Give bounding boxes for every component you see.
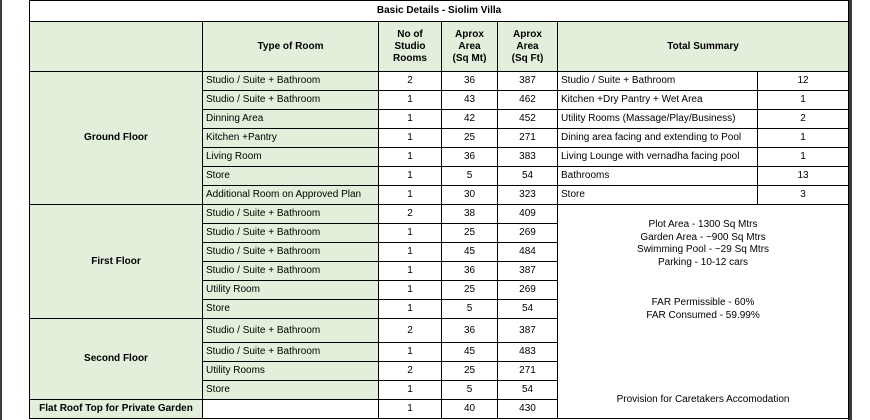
area-sq-mt-cell: 5: [442, 381, 498, 400]
summary-value-cell: 1: [758, 91, 849, 110]
area-sq-mt-cell: 38: [442, 205, 498, 224]
header-area-sq-ft-line: Area: [516, 40, 539, 52]
area-sq-ft-cell: 323: [498, 186, 558, 205]
header-total-summary: Total Summary: [558, 22, 849, 72]
header-area-sq-mt-line: Aprox: [455, 28, 484, 40]
header-area-sq-ft-line: (Sq Ft): [511, 52, 544, 64]
summary-label-cell: Dining area facing and extending to Pool: [558, 129, 758, 148]
area-sq-mt-cell: 30: [442, 186, 498, 205]
note-line: Swimming Pool - ~29 Sq Mtrs: [637, 244, 770, 255]
studio-rooms-cell: 1: [379, 343, 442, 362]
area-sq-mt-cell: 25: [442, 281, 498, 300]
area-sq-ft-cell: 387: [498, 319, 558, 343]
room-type-cell: Studio / Suite + Bathroom: [203, 262, 379, 281]
room-type-cell: Studio / Suite + Bathroom: [203, 343, 379, 362]
header-studio-rooms-line: No of: [397, 28, 423, 40]
studio-rooms-cell: 1: [379, 167, 442, 186]
summary-label-cell: Studio / Suite + Bathroom: [558, 72, 758, 91]
area-sq-ft-cell: 484: [498, 243, 558, 262]
note-line: FAR Consumed - 59.99%: [646, 309, 760, 321]
studio-rooms-cell: 2: [379, 362, 442, 381]
caretaker-note: [558, 394, 848, 407]
site-area-notes: [558, 219, 848, 269]
note-line: Garden Area - ~900 Sq Mtrs: [640, 231, 766, 243]
room-type-cell: Studio / Suite + Bathroom: [203, 243, 379, 262]
room-type-cell: [203, 400, 379, 419]
header-studio-rooms: [379, 22, 442, 72]
floor-label-ground: Ground Floor: [30, 72, 203, 205]
studio-rooms-cell: 1: [379, 129, 442, 148]
floor-header-cell: [30, 22, 203, 72]
room-type-cell: Kitchen +Pantry: [203, 129, 379, 148]
area-sq-mt-cell: 43: [442, 91, 498, 110]
room-type-cell: Studio / Suite + Bathroom: [203, 91, 379, 110]
summary-label-cell: Bathrooms: [558, 167, 758, 186]
note-line: FAR Permissible - 60%: [651, 297, 755, 308]
studio-rooms-cell: 1: [379, 281, 442, 300]
area-sq-mt-cell: 45: [442, 343, 498, 362]
header-area-sq-mt: [442, 22, 498, 72]
note-line: Provision for Caretakers Accomodation: [616, 394, 790, 405]
summary-label-cell: Living Lounge with vernadha facing pool: [558, 148, 758, 167]
area-sq-mt-cell: 25: [442, 129, 498, 148]
site-notes: [558, 205, 848, 418]
area-sq-mt-cell: 36: [442, 72, 498, 91]
area-sq-mt-cell: 5: [442, 167, 498, 186]
area-sq-mt-cell: 42: [442, 110, 498, 129]
room-type-cell: Studio / Suite + Bathroom: [203, 319, 379, 343]
area-sq-ft-cell: 271: [498, 129, 558, 148]
room-type-cell: Store: [203, 167, 379, 186]
area-sq-ft-cell: 271: [498, 362, 558, 381]
summary-label-cell: Store: [558, 186, 758, 205]
header-area-sq-mt-line: (Sq Mt): [452, 52, 487, 64]
summary-value-cell: 2: [758, 110, 849, 129]
summary-value-cell: 12: [758, 72, 849, 91]
room-type-cell: Additional Room on Approved Plan: [203, 186, 379, 205]
note-line: Plot Area - 1300 Sq Mtrs: [648, 219, 758, 230]
area-sq-mt-cell: 36: [442, 319, 498, 343]
area-sq-ft-cell: 483: [498, 343, 558, 362]
area-sq-ft-cell: 452: [498, 110, 558, 129]
area-sq-ft-cell: 462: [498, 91, 558, 110]
area-sq-ft-cell: 387: [498, 72, 558, 91]
area-sq-ft-cell: 54: [498, 300, 558, 319]
area-sq-ft-cell: 269: [498, 281, 558, 300]
summary-value-cell: 3: [758, 186, 849, 205]
room-type-cell: Store: [203, 381, 379, 400]
header-area-sq-mt-line: Area: [458, 40, 481, 52]
room-type-cell: Living Room: [203, 148, 379, 167]
summary-value-cell: 1: [758, 129, 849, 148]
studio-rooms-cell: 1: [379, 400, 442, 419]
room-type-cell: Studio / Suite + Bathroom: [203, 72, 379, 91]
area-sq-mt-cell: 25: [442, 224, 498, 243]
header-area-sq-ft-line: Aprox: [513, 28, 542, 40]
right-margin: [852, 0, 870, 420]
window-frame-left: [0, 0, 2, 420]
studio-rooms-cell: 1: [379, 381, 442, 400]
studio-rooms-cell: 1: [379, 224, 442, 243]
room-type-cell: Studio / Suite + Bathroom: [203, 224, 379, 243]
studio-rooms-cell: 1: [379, 243, 442, 262]
header-type-of-room: Type of Room: [203, 22, 379, 72]
studio-rooms-cell: 1: [379, 300, 442, 319]
studio-rooms-cell: 2: [379, 72, 442, 91]
area-sq-mt-cell: 36: [442, 148, 498, 167]
studio-rooms-cell: 1: [379, 262, 442, 281]
summary-value-cell: 1: [758, 148, 849, 167]
floor-label-first: First Floor: [30, 205, 203, 319]
studio-rooms-cell: 1: [379, 148, 442, 167]
floor-label-roof: Flat Roof Top for Private Garden: [30, 400, 203, 419]
studio-rooms-cell: 2: [379, 319, 442, 343]
area-sq-mt-cell: 45: [442, 243, 498, 262]
area-sq-ft-cell: 383: [498, 148, 558, 167]
area-sq-ft-cell: 387: [498, 262, 558, 281]
studio-rooms-cell: 1: [379, 91, 442, 110]
area-sq-ft-cell: 409: [498, 205, 558, 224]
studio-rooms-cell: 1: [379, 186, 442, 205]
header-area-sq-ft: [498, 22, 558, 72]
area-sq-ft-cell: 54: [498, 167, 558, 186]
summary-value-cell: 13: [758, 167, 849, 186]
room-type-cell: Store: [203, 300, 379, 319]
summary-label-cell: Kitchen +Dry Pantry + Wet Area: [558, 91, 758, 110]
note-line: Parking - 10-12 cars: [658, 256, 749, 268]
studio-rooms-cell: 2: [379, 205, 442, 224]
area-sq-mt-cell: 40: [442, 400, 498, 419]
studio-rooms-cell: 1: [379, 110, 442, 129]
area-sq-mt-cell: 25: [442, 362, 498, 381]
floor-label-second: Second Floor: [30, 319, 203, 400]
table-title: Basic Details - Siolim Villa: [30, 1, 849, 22]
villa-details-table: [29, 0, 849, 419]
area-sq-ft-cell: 269: [498, 224, 558, 243]
area-sq-mt-cell: 36: [442, 262, 498, 281]
room-type-cell: Utility Rooms: [203, 362, 379, 381]
site-notes-cell: [558, 205, 849, 419]
summary-label-cell: Utility Rooms (Massage/Play/Business): [558, 110, 758, 129]
area-sq-mt-cell: 5: [442, 300, 498, 319]
room-type-cell: Utility Room: [203, 281, 379, 300]
room-type-cell: Dinning Area: [203, 110, 379, 129]
area-sq-ft-cell: 430: [498, 400, 558, 419]
room-type-cell: Studio / Suite + Bathroom: [203, 205, 379, 224]
header-studio-rooms-line: Studio: [394, 40, 426, 52]
header-studio-rooms-line: Rooms: [393, 52, 427, 64]
area-sq-ft-cell: 54: [498, 381, 558, 400]
far-notes: [558, 297, 848, 322]
